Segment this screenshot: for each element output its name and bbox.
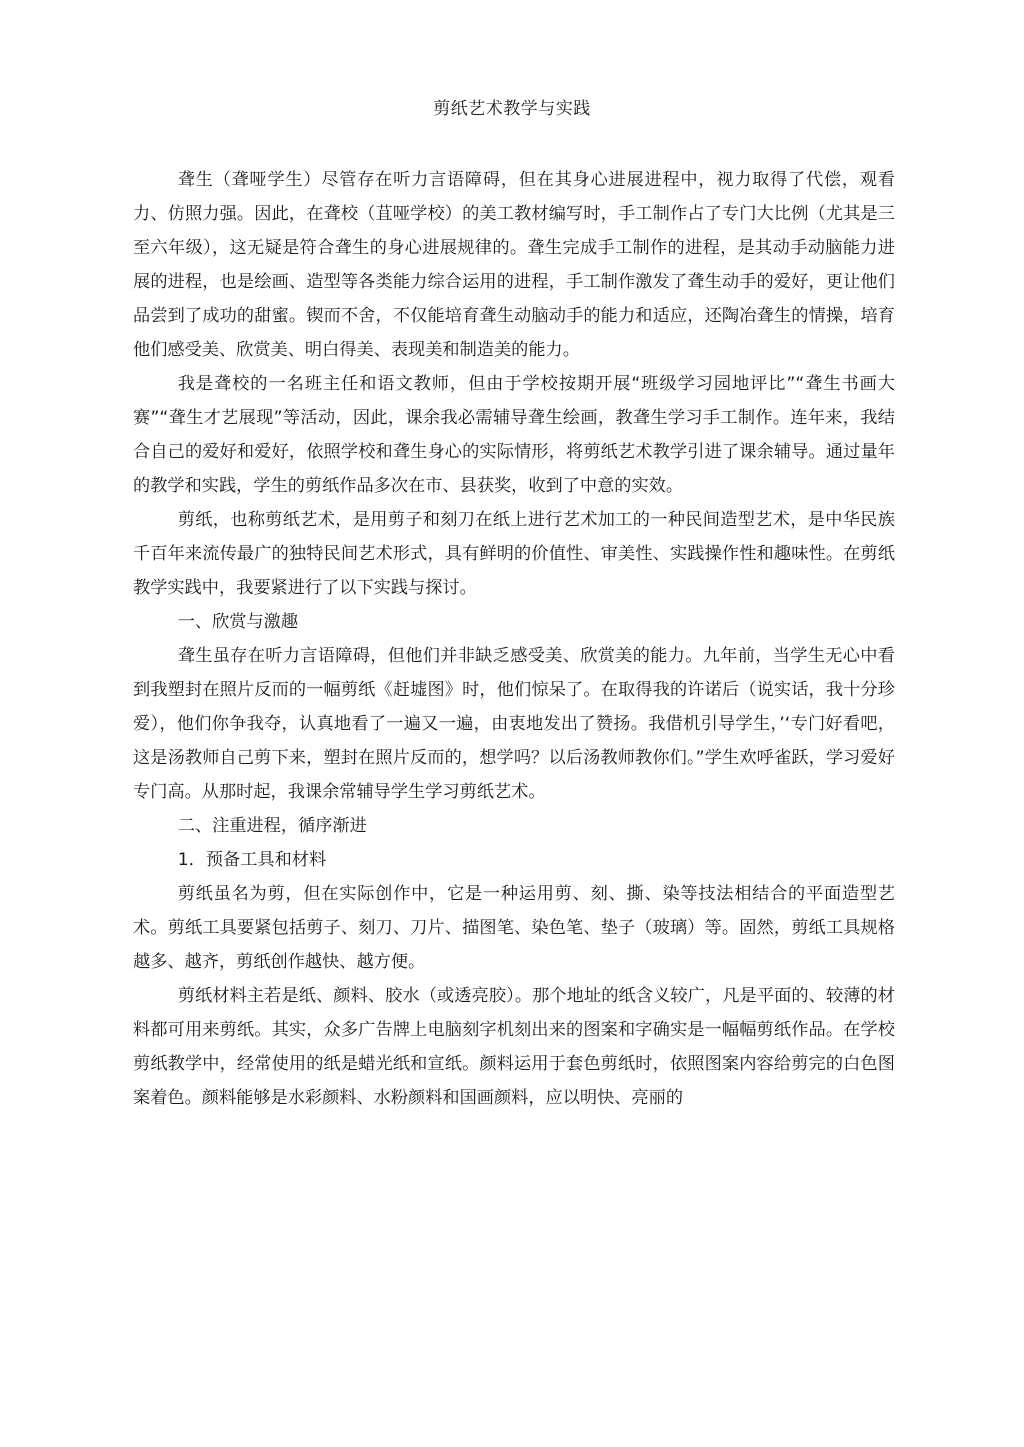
paragraph-intro-2: 我是聋校的一名班主任和语文教师，但由于学校按期开展“班级学习园地评比”“聋生书画大赛”“聋生才艺展现”等活动，因此，课余我必需辅导聋生绘画，教聋生学习手工制作。连年来，我结合自己的爱好和爱好，依照学校和聋生身心的实际情形，将剪纸艺术教学引进了课余辅导。通过量年的教学和实践，学生的剪纸作品多次在市、县获奖，收到了中意的实效。 <box>133 374 895 496</box>
section-heading-1: 一、欣赏与激趣 <box>177 612 299 632</box>
paragraph-section1-1: 聋生虽存在听力言语障碍，但他们并非缺乏感受美、欣赏美的能力。九年前，当学生无心中看到我塑封在照片反而的一幅剪纸《赶墟图》时，他们惊呆了。在取得我的许诺后（说实话，我十分珍爱），他们你争我夺，认真地看了一遍又一遍，由衷地发出了赞扬。我借机引导学生，’‘专门好看吧，这是汤教师自己剪下来，塑封在照片反而的，想学吗？以后汤教师教你们。”学生欢呼雀跃，学习爱好专门高。从那时起，我课余常辅导学生学习剪纸艺术。 <box>133 646 895 802</box>
paragraph-section2-1: 剪纸虽名为剪，但在实际创作中，它是一种运用剪、刻、撕、染等技法相结合的平面造型艺术。剪纸工具要紧包括剪子、刻刀、刀片、描图笔、染色笔、垫子（玻璃）等。固然，剪纸工具规格越多、越齐，剪纸创作越快、越方便。 <box>133 884 895 972</box>
paragraph-intro-1: 聋生（聋哑学生）尽管存在听力言语障碍，但在其身心进展进程中，视力取得了代偿，观看力、仿照力强。因此，在聋校（苴哑学校）的美工教材编写时，手工制作占了专门大比例（尤其是三至六年级），这无疑是符合聋生的身心进展规律的。聋生完成手工制作的进程，是其动手动脑能力进展的进程，也是绘画、造型等各类能力综合运用的进程，手工制作激发了聋生动手的爱好，更让他们品尝到了成功的甜蜜。锲而不舍，不仅能培育聋生动脑动手的能力和适应，还陶冶聋生的情操，培育他们感受美、欣赏美、明白得美、表现美和制造美的能力。 <box>133 170 895 360</box>
paragraph-intro-3: 剪纸，也称剪纸艺术，是用剪子和刻刀在纸上进行艺术加工的一种民间造型艺术，是中华民族千百年来流传最广的独特民间艺术形式，具有鲜明的价值性、审美性、实践操作性和趣味性。在剪纸教学实践中，我要紧进行了以下实践与探讨。 <box>133 510 895 598</box>
document-title: 剪纸艺术教学与实践 <box>433 99 591 119</box>
section-heading-2: 二、注重进程，循序渐进 <box>177 816 367 836</box>
document-body <box>133 163 895 1115</box>
subsection-heading-2-1: 1．预备工具和材料 <box>177 850 327 870</box>
paragraph-section2-2: 剪纸材料主若是纸、颜料、胶水（或透亮胶）。那个地址的纸含义较广，凡是平面的、较薄的材料都可用来剪纸。其实，众多广告牌上电脑刻字机刻出来的图案和字确实是一幅幅剪纸作品。在学校剪纸教学中，经常使用的纸是蜡光纸和宣纸。颜料运用于套色剪纸时，依照图案内容给剪完的白色图案着色。颜料能够是水彩颜料、水粉颜料和国画颜料，应以明快、亮丽的 <box>133 986 895 1108</box>
